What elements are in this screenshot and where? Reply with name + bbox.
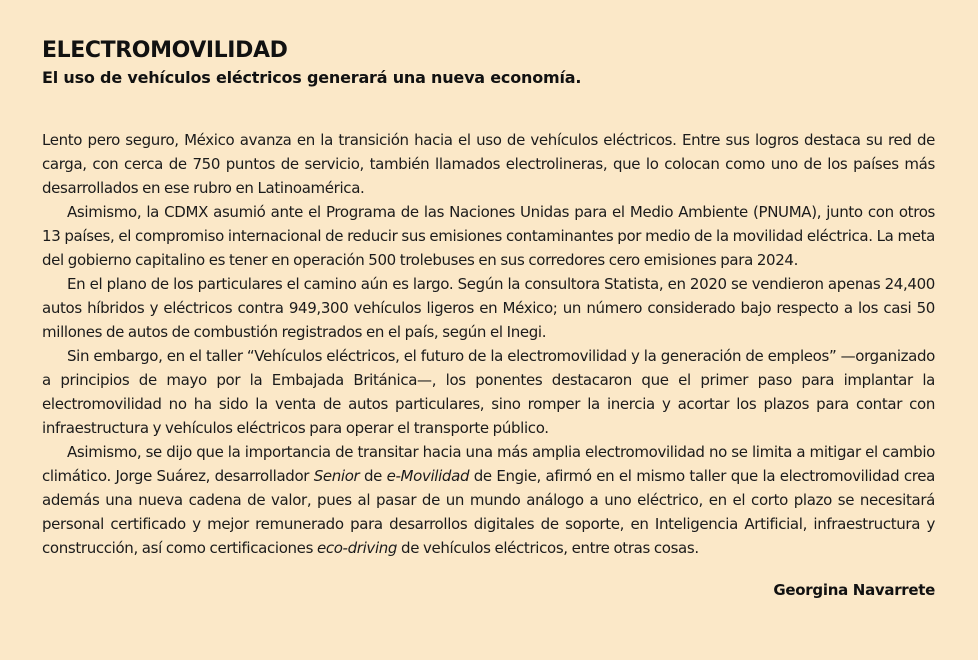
paragraph-2: Asimismo, la CDMX asumió ante el Programa de las Naciones Unidas para el Medio Ambiente (PNUMA), junto con otros 13 países, el compromiso internacional de reducir sus emisiones contaminantes por medio de la movilidad eléctrica. La meta del gobierno capitalino es tener en operación 500 trolebuses en sus corredores cero emisiones para 2024. <box>42 203 935 269</box>
paragraph-1: Lento pero seguro, México avanza en la transición hacia el uso de vehículos eléctricos. Entre sus logros destaca su red de carga, con cerca de 750 puntos de servicio, también llamados electrolineras, que lo colocan como uno de los países más desarrollados en ese rubro en Latinoamérica. <box>42 131 935 197</box>
article-author: Georgina Navarrete <box>773 581 935 599</box>
paragraph-5-text-3: de Engie, afirmó en el mismo taller que la electromovilidad crea además una nueva cadena de valor, pues al pasar de un mundo análogo a uno eléctrico, en el corto plazo se necesitará personal certificado y mejor remunerado para desarrollos digitales de soporte, en Inteligencia Artificial, infraestructura y construcción, así como certificaciones <box>42 467 935 557</box>
paragraph-3: En el plano de los particulares el camino aún es largo. Según la consultora Statista, en 2020 se vendieron apenas 24,400 autos híbridos y eléctricos contra 949,300 vehículos ligeros en México; un número considerado bajo respecto a los casi 50 millones de autos de combustión registrados en el país, según el Inegi. <box>42 275 935 341</box>
paragraph-5-italic-senior: Senior <box>313 467 360 485</box>
article-body <box>42 128 935 560</box>
paragraph-5-italic-ecodriving: eco-driving <box>316 539 398 557</box>
paragraph-5-text-4: de vehículos eléctricos, entre otras cosas. <box>397 539 699 557</box>
article-title: ELECTROMOVILIDAD <box>42 38 288 63</box>
paragraph-5 <box>42 440 935 560</box>
paragraph-5-text-2: de <box>359 467 387 485</box>
article-subtitle: El uso de vehículos eléctricos generará una nueva economía. <box>42 68 582 87</box>
paragraph-5-text-1: Asimismo, se dijo que la importancia de transitar hacia una más amplia electromovilidad no se limita a mitigar el cambio climático. Jorge Suárez, desarrollador <box>42 443 935 485</box>
paragraph-5-italic-emovilidad: e-Movilidad <box>386 467 470 485</box>
paragraph-4: Sin embargo, en el taller “Vehículos eléctricos, el futuro de la electromovilidad y la generación de empleos” —organizado a principios de mayo por la Embajada Británica—, los ponentes destacaron que el primer paso para implantar la electromovilidad no ha sido la venta de autos particulares, sino romper la inercia y acortar los plazos para contar con infraestructura y vehículos eléctricos para operar el transporte público. <box>42 347 935 437</box>
